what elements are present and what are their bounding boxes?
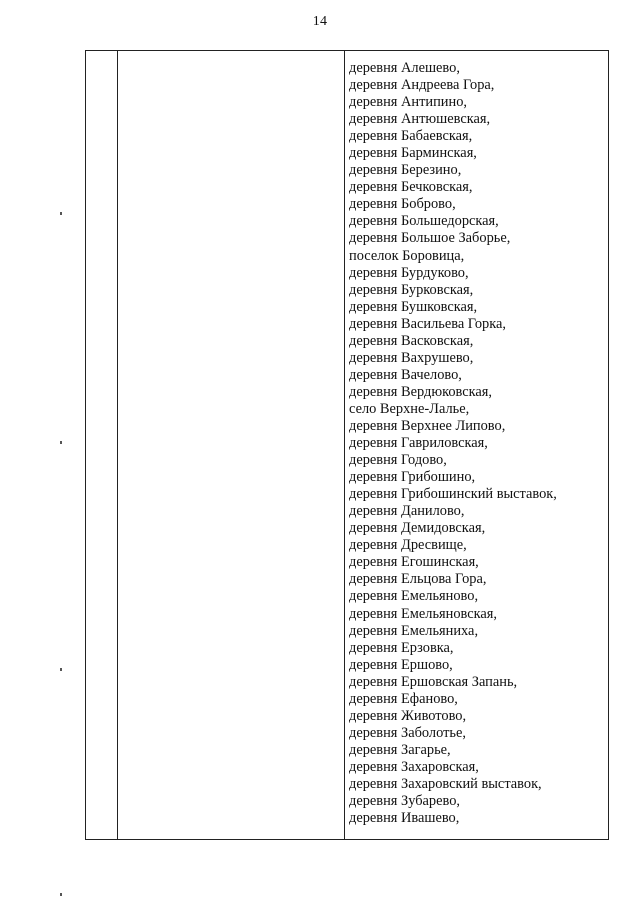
- list-item: деревня Бабаевская,: [349, 128, 473, 145]
- list-item: деревня Большедорская,: [349, 213, 499, 230]
- list-item: деревня Барминская,: [349, 145, 477, 162]
- list-item: деревня Березино,: [349, 162, 462, 179]
- page-number: 14: [312, 14, 328, 29]
- list-item: деревня Захаровский выставок,: [349, 775, 542, 792]
- list-item: деревня Бушковская,: [349, 298, 478, 315]
- margin-mark: [60, 441, 62, 444]
- list-item: деревня Годово,: [349, 452, 447, 469]
- list-item: деревня Данилово,: [349, 503, 465, 520]
- list-item: деревня Гавриловская,: [349, 435, 488, 452]
- list-item: деревня Бурковская,: [349, 281, 474, 298]
- list-item: деревня Васковская,: [349, 332, 474, 349]
- list-item: деревня Большое Заборье,: [349, 230, 511, 247]
- list-item: деревня Емельяниха,: [349, 622, 479, 639]
- list-item: деревня Емельяново,: [349, 588, 479, 605]
- list-item: деревня Антипино,: [349, 94, 467, 111]
- list-item: деревня Вахрушево,: [349, 349, 474, 366]
- list-item: деревня Грибошино,: [349, 469, 476, 486]
- list-item: деревня Демидовская,: [349, 520, 486, 537]
- list-item: деревня Ерзовка,: [349, 639, 454, 656]
- list-item: деревня Дресвище,: [349, 537, 467, 554]
- list-item: деревня Андреева Гора,: [349, 77, 495, 94]
- list-item: деревня Алешево,: [349, 60, 460, 76]
- list-item: деревня Егошинская,: [349, 554, 479, 571]
- list-item: деревня Ельцова Гора,: [349, 571, 487, 588]
- margin-mark: [60, 893, 62, 896]
- list-item: деревня Антюшевская,: [349, 111, 491, 128]
- municipality-name-cell: [118, 51, 345, 840]
- row-number-cell: [86, 51, 118, 840]
- list-item: поселок Боровица,: [349, 247, 465, 264]
- list-item: деревня Вердюковская,: [349, 383, 492, 400]
- list-item: деревня Ершово,: [349, 656, 453, 673]
- list-item: деревня Васильева Горка,: [349, 315, 507, 332]
- list-item: деревня Захаровская,: [349, 758, 479, 775]
- list-item: деревня Зубарево,: [349, 793, 461, 810]
- list-item: деревня Ершовская Запань,: [349, 673, 518, 690]
- list-item: деревня Грибошинский выставок,: [349, 486, 557, 503]
- settlements-table: [85, 50, 609, 840]
- list-item: деревня Боброво,: [349, 196, 456, 213]
- settlement-list: [345, 51, 608, 827]
- list-item: деревня Заболотье,: [349, 724, 466, 741]
- list-item: село Верхне-Лалье,: [349, 400, 470, 417]
- list-item: деревня Емельяновская,: [349, 605, 498, 622]
- list-item: деревня Бурдуково,: [349, 264, 469, 281]
- list-item: деревня Ефаново,: [349, 690, 458, 707]
- table-row: [86, 51, 609, 840]
- list-item: деревня Загарье,: [349, 741, 451, 758]
- margin-mark: [60, 212, 62, 215]
- list-item: деревня Ивашево,: [349, 810, 460, 827]
- margin-mark: [60, 668, 62, 671]
- list-item: деревня Бечковская,: [349, 179, 473, 196]
- list-item: деревня Вачелово,: [349, 366, 462, 383]
- list-item: деревня Верхнее Липово,: [349, 417, 506, 434]
- settlements-cell: [345, 51, 609, 840]
- list-item: деревня Животово,: [349, 707, 467, 724]
